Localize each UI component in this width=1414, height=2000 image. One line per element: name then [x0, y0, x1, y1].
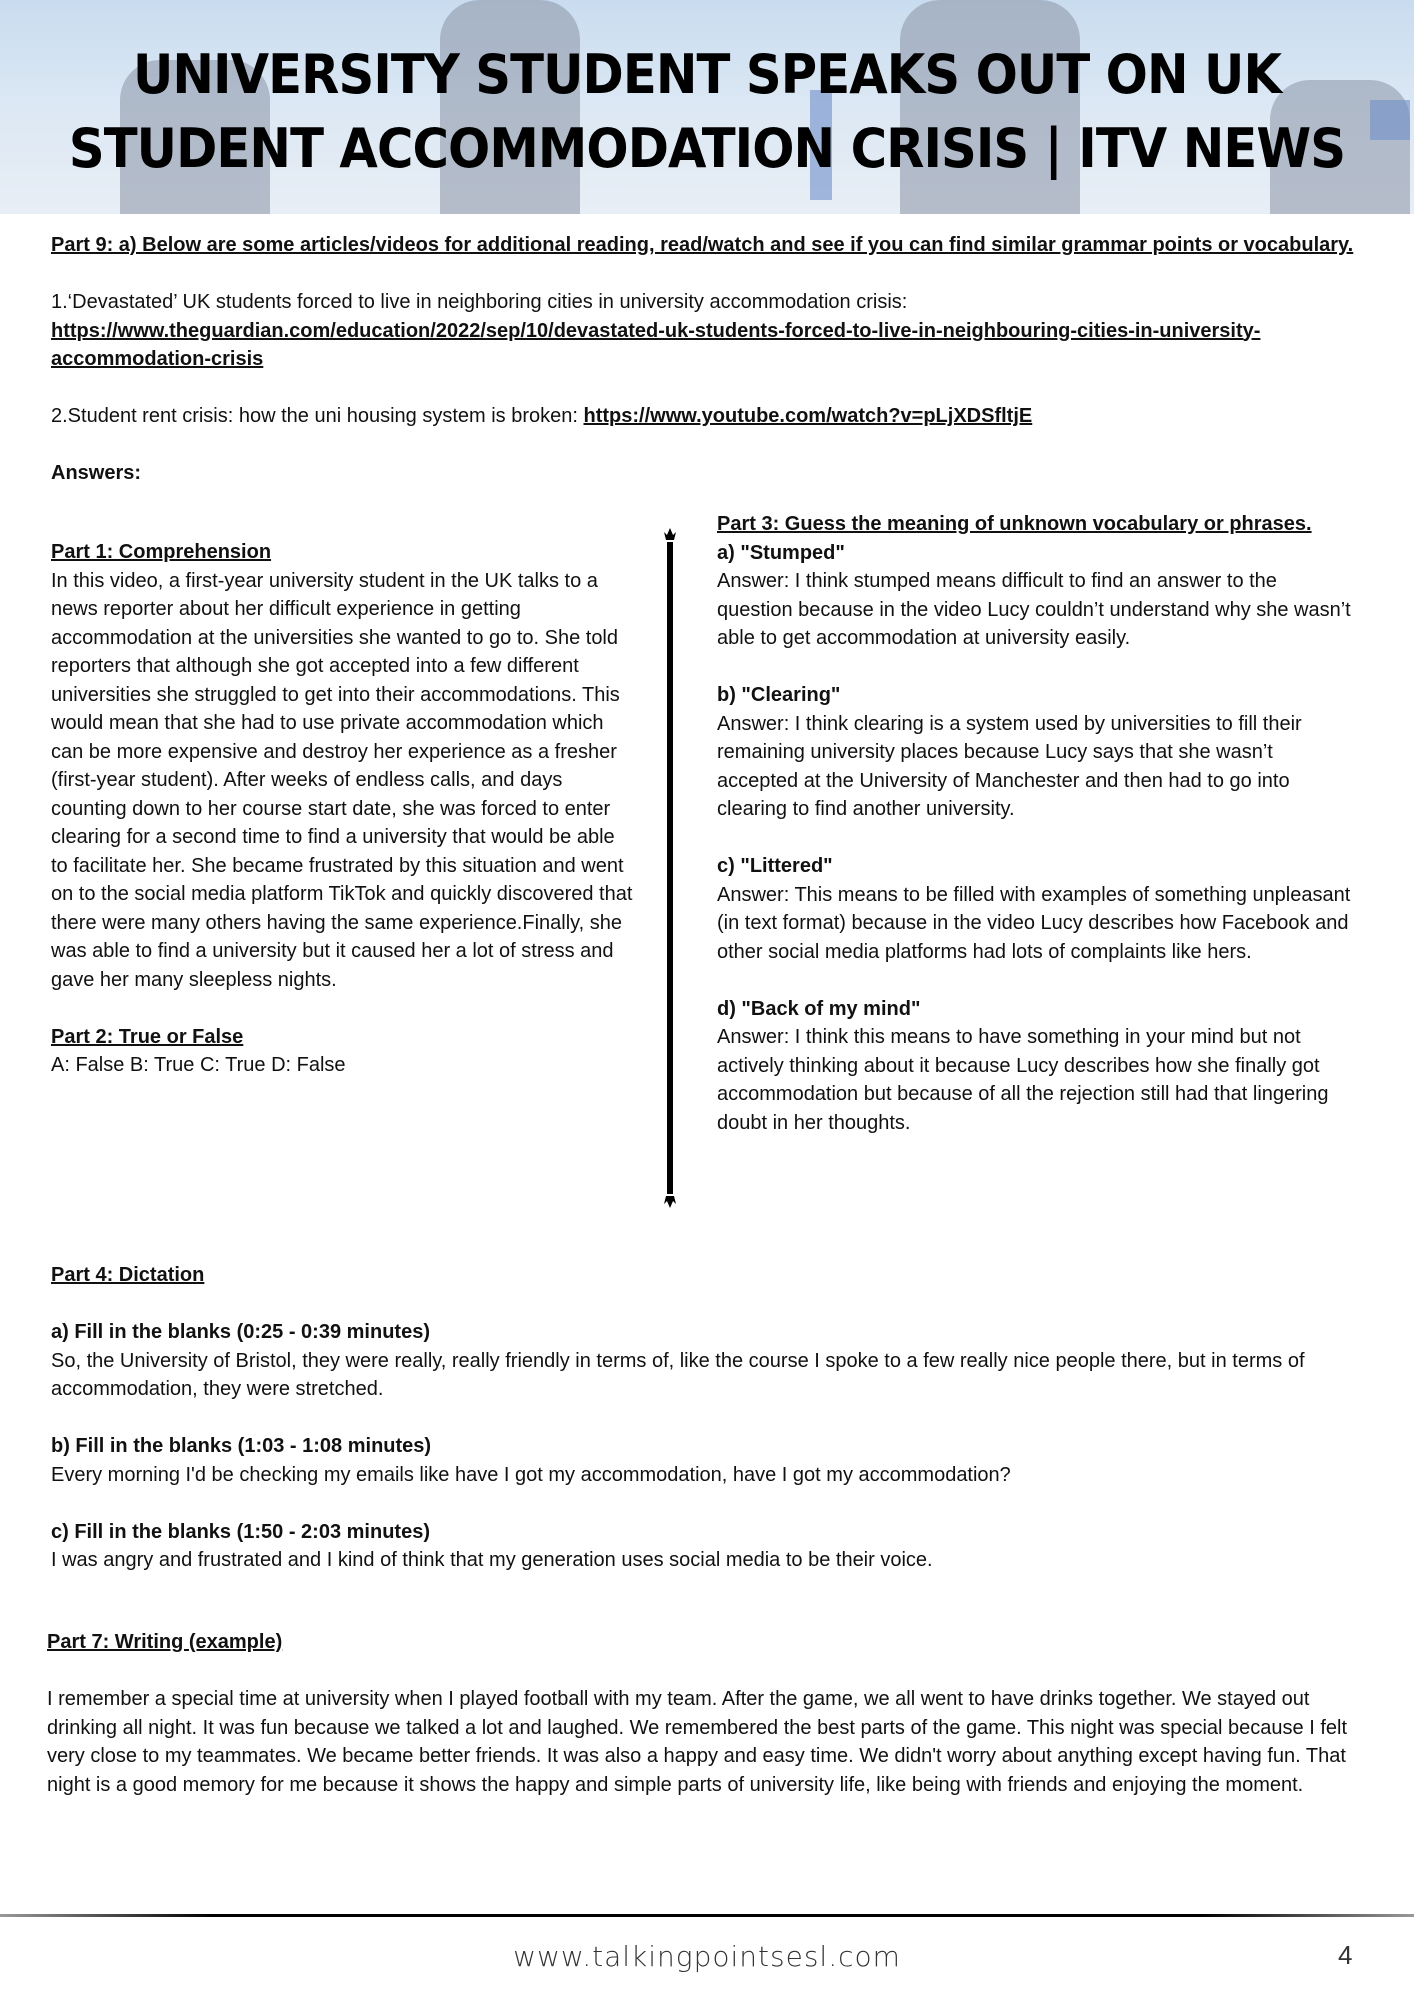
- article-1-text: 1.‘Devastated’ UK students forced to live in neighboring cities in university accommodation crisis:: [51, 291, 908, 313]
- vocab-term: c) "Littered": [717, 855, 833, 877]
- footer-divider: [0, 1914, 1414, 1917]
- dictation-text: So, the University of Bristol, they were really, really friendly in terms of, like the course I spoke to a few really nice people there, but in terms of accommodation, they were stretched.: [51, 1349, 1305, 1400]
- video-2-text: 2.Student rent crisis: how the uni housing system is broken:: [51, 405, 584, 427]
- vocab-term: b) "Clearing": [717, 684, 841, 706]
- vocab-answer: Answer: I think stumped means difficult to find an answer to the question because in the video Lucy couldn’t understand why she wasn’t able to get accommodation at university easily.: [717, 570, 1351, 649]
- part9-heading: Part 9: a) Below are some articles/videos for additional reading, read/watch and see if you can find similar grammar points or vocabulary.: [51, 234, 1354, 256]
- page-number: 4: [1338, 1940, 1353, 1970]
- part2-body: A: False B: True C: True D: False: [51, 1054, 346, 1076]
- answers-label: Answers:: [51, 462, 142, 484]
- vocab-answer: Answer: I think clearing is a system used by universities to fill their remaining university places because Lucy says that she wasn’t accepted at the University of Manchester and then had to go into clearing to find another university.: [717, 712, 1302, 820]
- part3-heading: Part 3: Guess the meaning of unknown vocabulary or phrases.: [717, 513, 1312, 535]
- guardian-link[interactable]: https://www.theguardian.com/education/2022/sep/10/devastated-uk-students-forced-to-live-in-neighbouring-cities-in-university-accommodation-crisis: [51, 319, 1261, 370]
- header-banner: [0, 0, 1414, 214]
- part9-section: [51, 231, 1371, 488]
- vocab-term: d) "Back of my mind": [717, 997, 921, 1020]
- part1-body: In this video, a first-year university student in the UK talks to a news reporter about her difficult experience in getting accommodation at the universities she wanted to go to. She told reporters that although she got accepted into a few different universities she struggled to get into their accommodations. This would mean that she had to use private accommodation which can be more expensive and destroy her experience as a fresher (first-year student). After weeks of endless calls, and days counting down to her course start date, she was forced to enter clearing for a second time to find a university that would be able to facilitate her. She became frustrated by this situation and went on to the social media platform TikTok and quickly discovered that there were many others having the same experience.Finally, she was able to find a university but it caused her a lot of stress and gave her many sleepless nights.: [51, 569, 633, 991]
- vocab-answer: Answer: This means to be filled with examples of something unpleasant (in text format) because in the video Lucy describes how Facebook and other social media platforms had lots of complaints like hers.: [717, 883, 1351, 963]
- right-column: [717, 510, 1357, 1137]
- dictation-label: c) Fill in the blanks (1:50 - 2:03 minutes): [51, 1520, 430, 1543]
- part1-heading: Part 1: Comprehension: [51, 541, 272, 563]
- column-divider: [664, 528, 676, 1208]
- page-title: UNIVERSITY STUDENT SPEAKS OUT ON UK STUDENT ACCOMMODATION CRISIS | ITV NEWS: [68, 43, 1346, 180]
- part2-heading: Part 2: True or False: [51, 1025, 244, 1048]
- dictation-label: b) Fill in the blanks (1:03 - 1:08 minutes): [51, 1435, 432, 1457]
- footer-website: www.talkingpointsesl.com: [513, 1940, 901, 1973]
- youtube-link[interactable]: https://www.youtube.com/watch?v=pLjXDSfltjE: [583, 405, 1033, 427]
- part7-body: I remember a special time at university when I played football with my team. After the game, we all went to have drinks together. We stayed out drinking all night. It was fun because we talked a lot and laughed. We remembered the best parts of the game. This night was special because I felt very close to my teammates. We became better friends. It was also a happy and easy time. We didn't worry about anything except having fun. That night is a good memory for me because it shows the happy and simple parts of university life, like being with friends and enjoying the moment.: [47, 1688, 1348, 1796]
- part4-section: [51, 1261, 1381, 1575]
- part7-heading: Part 7: Writing (example): [47, 1631, 283, 1653]
- dictation-label: a) Fill in the blanks (0:25 - 0:39 minutes): [51, 1321, 430, 1343]
- vocab-answer: Answer: I think this means to have something in your mind but not actively thinking about it because Lucy describes how she finally got accommodation but because of all the rejection still had that lingering doubt in her thoughts.: [717, 1026, 1329, 1134]
- dictation-text: Every morning I'd be checking my emails like have I got my accommodation, have I got my accommodation?: [51, 1463, 1011, 1486]
- part4-heading: Part 4: Dictation: [51, 1264, 205, 1286]
- dictation-text: I was angry and frustrated and I kind of think that my generation uses social media to be their voice.: [51, 1549, 933, 1571]
- vocab-term: a) "Stumped": [717, 541, 845, 564]
- part7-section: [47, 1628, 1382, 1799]
- left-column: [51, 538, 636, 1080]
